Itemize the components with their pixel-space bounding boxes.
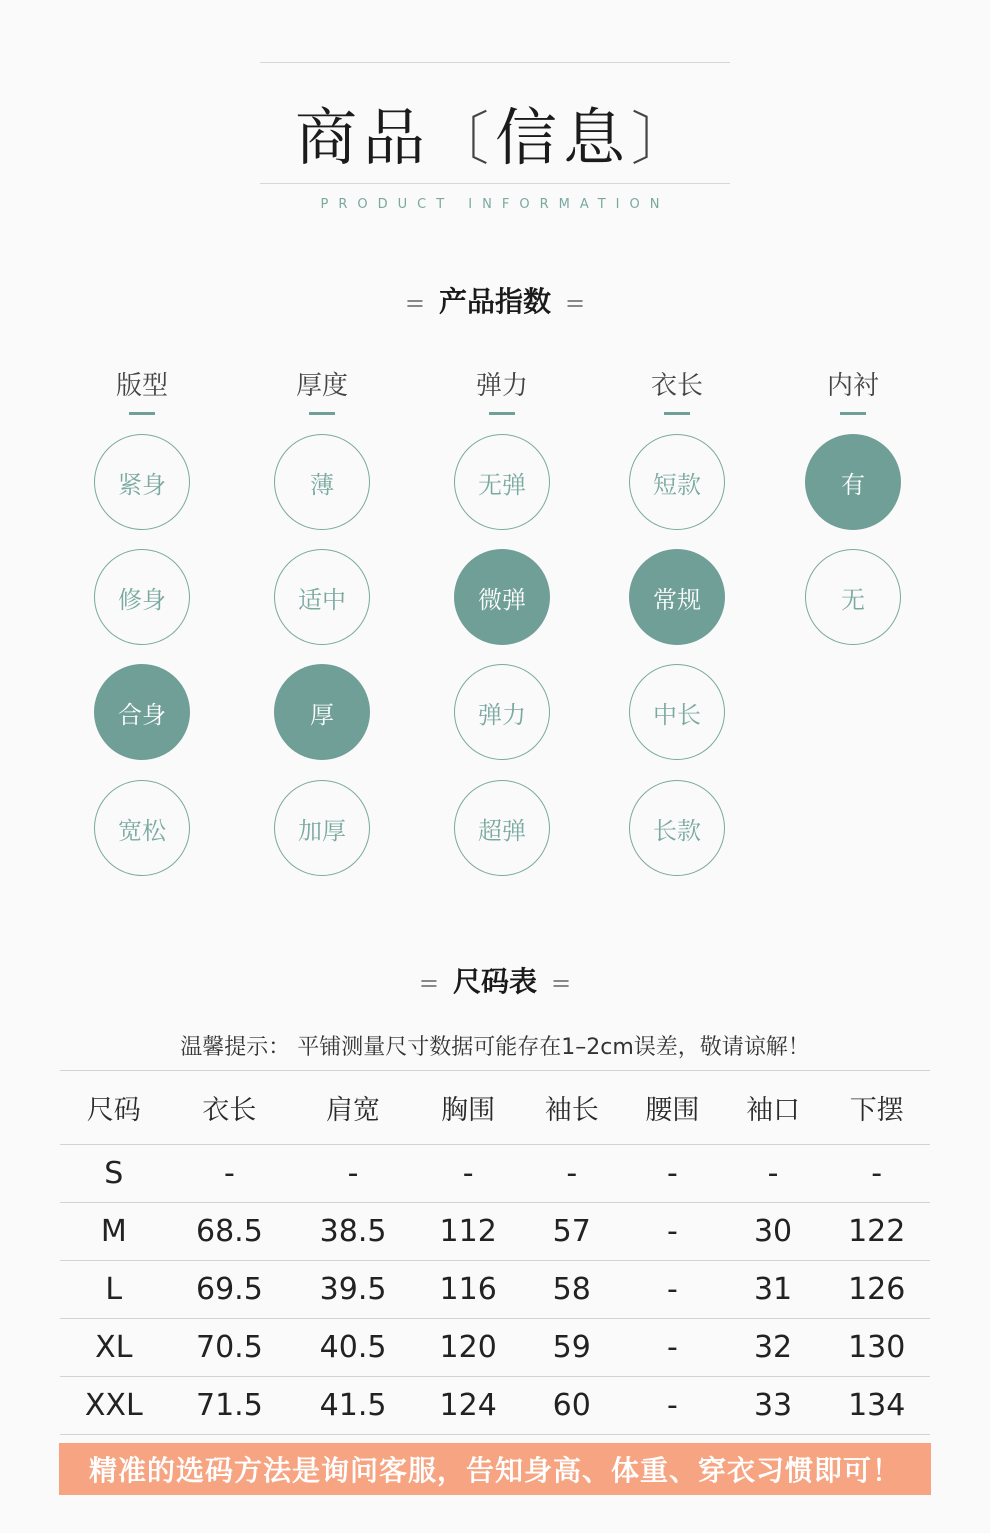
table-cell: 70.5 (168, 1319, 292, 1377)
table-cell: - (823, 1145, 930, 1203)
index-column-label: 版型 (115, 371, 168, 401)
table-cell: 124 (415, 1377, 522, 1435)
table-cell: - (622, 1261, 723, 1319)
index-column-header (422, 365, 582, 415)
index-option: 紧身 (94, 434, 190, 530)
table-cell: 33 (723, 1377, 824, 1435)
table-cell: XXL (60, 1377, 168, 1435)
title-top-rule (260, 62, 730, 63)
table-cell: M (60, 1203, 168, 1261)
table-cell: 60 (521, 1377, 622, 1435)
eq-right: = (551, 969, 572, 997)
column-underline (309, 412, 335, 415)
table-cell: 39.5 (291, 1261, 415, 1319)
table-cell: - (622, 1145, 723, 1203)
table-cell: - (622, 1319, 723, 1377)
table-cell: 112 (415, 1203, 522, 1261)
page-title (0, 88, 990, 177)
index-column-label: 衣长 (650, 371, 703, 401)
bracket-close: 〕 (631, 105, 696, 173)
table-cell: 58 (521, 1261, 622, 1319)
eq-right: = (565, 289, 586, 317)
index-option: 适中 (274, 549, 370, 645)
title-bottom-rule (260, 183, 730, 184)
table-cell: 130 (823, 1319, 930, 1377)
table-row (60, 1377, 930, 1435)
table-cell: S (60, 1145, 168, 1203)
column-underline (129, 412, 155, 415)
table-row (60, 1145, 930, 1203)
index-option: 宽松 (94, 780, 190, 876)
index-option-selected: 有 (805, 434, 901, 530)
size-heading (0, 960, 990, 1000)
table-cell: - (168, 1145, 292, 1203)
column-underline (489, 412, 515, 415)
size-table-column-header: 下摆 (823, 1071, 930, 1145)
index-option: 弹力 (454, 664, 550, 760)
index-option-selected: 常规 (629, 549, 725, 645)
table-row (60, 1203, 930, 1261)
size-heading-text: 尺码表 (452, 965, 537, 998)
title-right: 信息 (495, 101, 632, 174)
bracket-open: 〔 (430, 105, 495, 173)
table-cell: 38.5 (291, 1203, 415, 1261)
index-column-header (773, 365, 933, 415)
size-table-column-header: 胸围 (415, 1071, 522, 1145)
table-cell: 31 (723, 1261, 824, 1319)
index-column-header (597, 365, 757, 415)
size-table-column-header: 袖长 (521, 1071, 622, 1145)
column-underline (664, 412, 690, 415)
table-cell: - (622, 1377, 723, 1435)
index-option: 无 (805, 549, 901, 645)
index-option: 中长 (629, 664, 725, 760)
size-advice-banner: 精准的选码方法是询问客服，告知身高、体重、穿衣习惯即可！ (59, 1443, 931, 1495)
size-table-body (60, 1145, 930, 1435)
table-cell: 40.5 (291, 1319, 415, 1377)
index-column-label: 弹力 (475, 371, 528, 401)
index-heading-text: 产品指数 (438, 285, 551, 318)
size-table-column-header: 袖口 (723, 1071, 824, 1145)
table-cell: 30 (723, 1203, 824, 1261)
index-option: 加厚 (274, 780, 370, 876)
page-subtitle: PRODUCT INFORMATION (320, 197, 670, 212)
size-table-column-header: 肩宽 (291, 1071, 415, 1145)
table-cell: - (415, 1145, 522, 1203)
table-cell: - (723, 1145, 824, 1203)
eq-left: = (404, 289, 425, 317)
table-cell: L (60, 1261, 168, 1319)
size-table-column-header: 衣长 (168, 1071, 292, 1145)
table-row (60, 1261, 930, 1319)
table-cell: 71.5 (168, 1377, 292, 1435)
table-cell: 32 (723, 1319, 824, 1377)
index-column-header (62, 365, 222, 415)
title-left: 商品 (294, 101, 431, 174)
table-cell: - (622, 1203, 723, 1261)
size-table-column-header: 尺码 (60, 1071, 168, 1145)
index-option-selected: 合身 (94, 664, 190, 760)
index-column-label: 内衬 (826, 371, 879, 401)
table-cell: 126 (823, 1261, 930, 1319)
index-heading (0, 280, 990, 320)
eq-left: = (418, 969, 439, 997)
index-option: 超弹 (454, 780, 550, 876)
index-option: 修身 (94, 549, 190, 645)
table-cell: 59 (521, 1319, 622, 1377)
table-cell: - (521, 1145, 622, 1203)
table-cell: 116 (415, 1261, 522, 1319)
index-option-selected: 微弹 (454, 549, 550, 645)
size-table (60, 1070, 930, 1435)
table-cell: - (291, 1145, 415, 1203)
table-cell: 69.5 (168, 1261, 292, 1319)
table-row (60, 1319, 930, 1377)
index-option: 无弹 (454, 434, 550, 530)
table-cell: 120 (415, 1319, 522, 1377)
table-cell: XL (60, 1319, 168, 1377)
index-option-selected: 厚 (274, 664, 370, 760)
index-column-header (242, 365, 402, 415)
size-table-header (60, 1071, 930, 1145)
index-column-label: 厚度 (295, 371, 348, 401)
size-table-column-header: 腰围 (622, 1071, 723, 1145)
index-option: 长款 (629, 780, 725, 876)
table-cell: 57 (521, 1203, 622, 1261)
table-cell: 68.5 (168, 1203, 292, 1261)
column-underline (840, 412, 866, 415)
measurement-tip: 温馨提示： 平铺测量尺寸数据可能存在1–2cm误差，敬请谅解！ (180, 1035, 810, 1060)
index-option: 短款 (629, 434, 725, 530)
table-cell: 41.5 (291, 1377, 415, 1435)
index-option: 薄 (274, 434, 370, 530)
table-cell: 134 (823, 1377, 930, 1435)
table-cell: 122 (823, 1203, 930, 1261)
